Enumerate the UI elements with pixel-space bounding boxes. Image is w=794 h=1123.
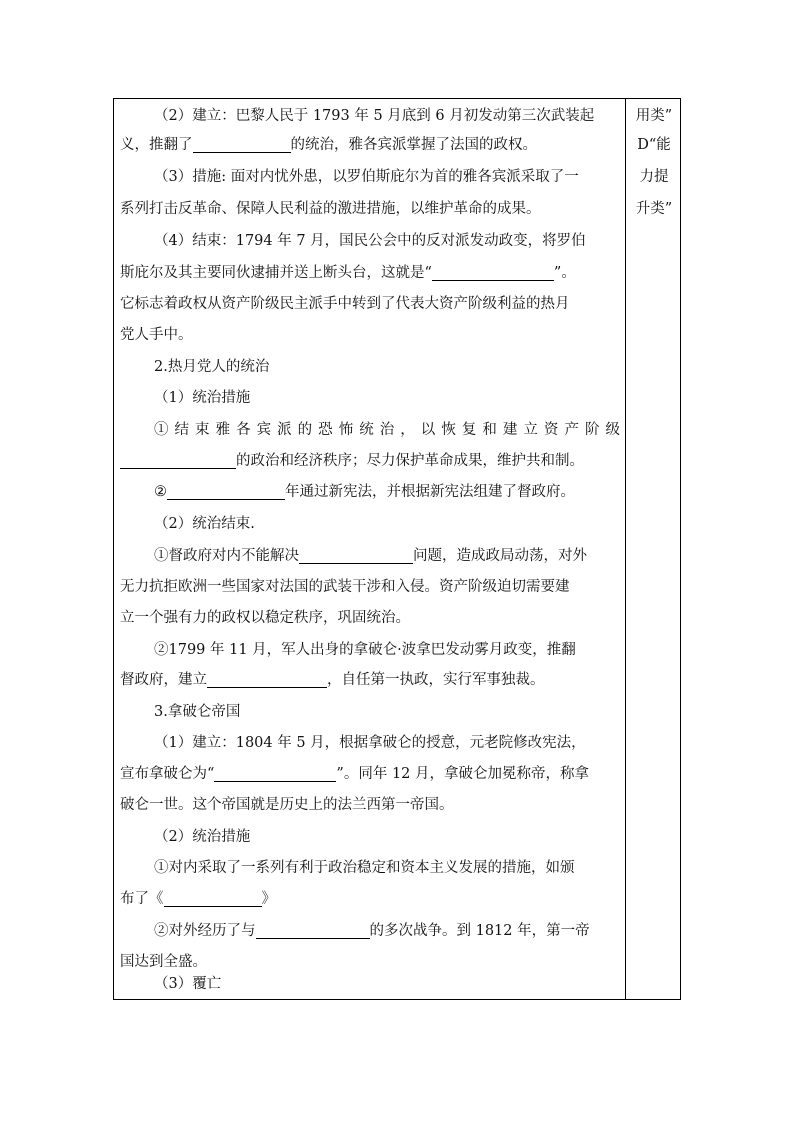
line-21: （1）建立：1804 年 5 月，根据拿破仑的授意，元老院修改宪法， [154, 735, 586, 751]
line-6: 斯庇尔及其主要同伙逮捕并送上断头台，这就是“ ”。 [120, 258, 620, 288]
line-29: （3）覆亡 [154, 976, 222, 992]
line-2: 义，推翻了 的统治，雅各宾派掌握了法国的政权。 [120, 130, 620, 160]
line-11: ①结束雅各宾派的恐怖统治，以恢复和建立资产阶级 [154, 422, 620, 438]
line-15: ①督政府对内不能解决 问题，造成政局动荡，对外 [120, 541, 620, 571]
line-10: （1）统治措施 [154, 390, 251, 406]
fill-blank[interactable] [193, 134, 291, 153]
line-13: ② 年通过新宪法，并根据新宪法组建了督政府。 [120, 477, 620, 507]
fill-blank[interactable] [120, 450, 236, 469]
line-19: 督政府，建立 ，自任第一执政，实行军事独裁。 [120, 665, 620, 695]
line-1: （2）建立：巴黎人民于 1793 年 5 月底到 6 月初发动第三次武装起 [154, 108, 595, 124]
fill-blank[interactable] [299, 545, 413, 564]
line-3: （3）措施: 面对内忧外患，以罗伯斯庇尔为首的雅各宾派采取了一 [154, 169, 579, 185]
fill-blank[interactable] [214, 763, 336, 782]
line-27: ②对外经历了与 的多次战争。到 1812 年，第一帝 [120, 916, 620, 946]
section-heading-3: 3.拿破仑帝国 [154, 704, 241, 720]
line-26: 布了《 》 [120, 884, 620, 914]
fill-blank[interactable] [207, 669, 327, 688]
line-24: （2）统治措施 [154, 829, 251, 845]
line-18: ②1799 年 11 月，军人出身的拿破仑·波拿巴发动雾月政变，推翻 [154, 642, 576, 658]
category-line-1: 用类” [635, 108, 673, 124]
line-23: 破仑一世。这个帝国就是历史上的法兰西第一帝国。 [120, 797, 454, 813]
fill-blank[interactable] [167, 481, 285, 500]
line-8: 党人手中。 [120, 327, 193, 343]
line-14: （2）统治结束. [154, 516, 255, 532]
line-12: 的政治和经济秩序；尽力保护革命成果，维护共和制。 [120, 446, 620, 476]
column-divider [625, 99, 626, 999]
fill-blank[interactable] [256, 920, 370, 939]
line-4: 系列打击反革命、保障人民利益的激进措施，以维护革命的成果。 [120, 201, 541, 217]
fill-blank[interactable] [432, 262, 554, 281]
line-28: 国达到全盛。 [120, 954, 207, 970]
lesson-table [113, 98, 681, 1000]
category-line-4: 升类” [635, 201, 673, 217]
section-heading-2: 2.热月党人的统治 [154, 359, 270, 375]
line-16: 无力抗拒欧洲一些国家对法国的武装干涉和入侵。资产阶级迫切需要建 [120, 579, 570, 595]
line-7: 它标志着政权从资产阶级民主派手中转到了代表大资产阶级利益的热月 [120, 296, 570, 312]
line-22: 宣布拿破仑为“ ”。同年 12 月，拿破仑加冕称帝，称拿 [120, 759, 620, 789]
line-17: 立一个强有力的政权以稳定秩序，巩固统治。 [120, 610, 410, 626]
category-line-2: D“能 [637, 137, 671, 153]
line-5: （4）结束：1794 年 7 月，国民公会中的反对派发动政变，将罗伯 [154, 233, 586, 249]
fill-blank[interactable] [164, 888, 262, 907]
category-line-3: 力提 [639, 169, 669, 185]
line-25: ①对内采取了一系列有利于政治稳定和资本主义发展的措施，如颁 [154, 860, 575, 876]
